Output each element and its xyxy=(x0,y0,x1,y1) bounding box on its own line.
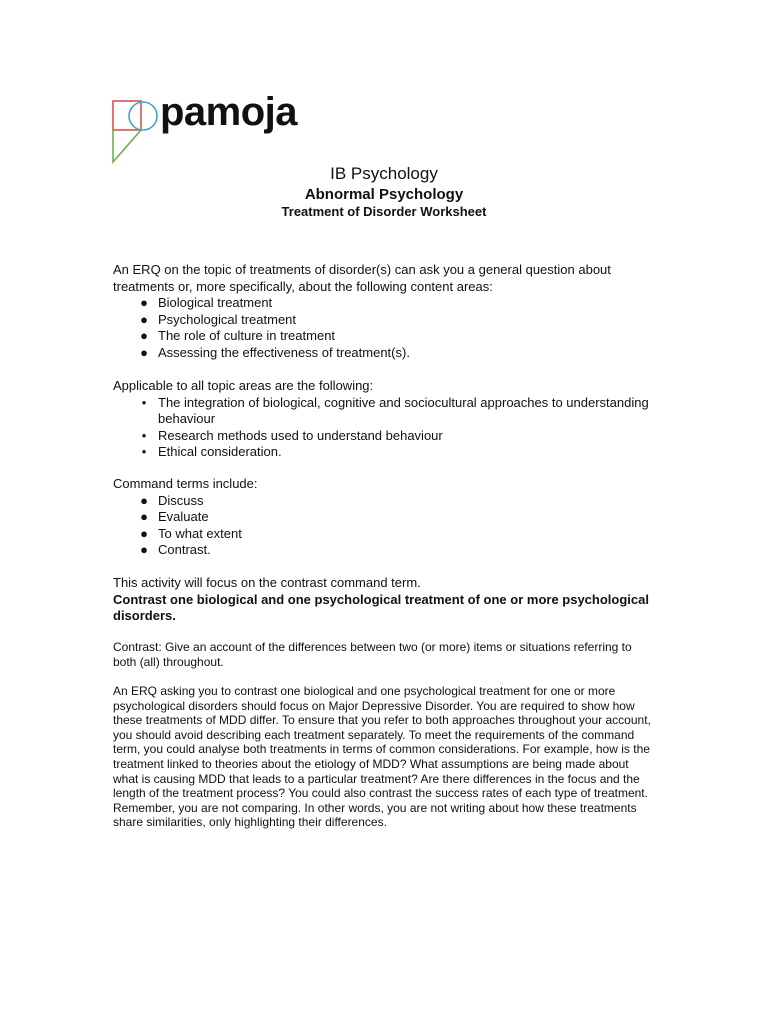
command-terms-list xyxy=(113,493,653,559)
command-text: Command terms include: xyxy=(113,476,258,491)
bullet-icon xyxy=(137,526,151,543)
bullet-icon xyxy=(137,295,151,312)
logo-wordmark: pamoja xyxy=(160,90,298,134)
applicable-section xyxy=(113,378,653,461)
subject-title: IB Psychology xyxy=(330,164,438,183)
bullet-icon xyxy=(137,312,151,329)
essay-question: Contrast one biological and one psychological treatment of one or more psychological disorders. xyxy=(113,591,649,623)
bullet-icon xyxy=(137,542,151,559)
list-item: • Research methods used to understand behaviour xyxy=(113,428,653,445)
list-item: ● The role of culture in treatment xyxy=(113,328,653,345)
list-item: ● Psychological treatment xyxy=(113,312,653,329)
pamoja-logo xyxy=(112,90,322,168)
bullet-icon xyxy=(137,395,151,412)
activity-section xyxy=(113,575,653,625)
bullet-icon xyxy=(137,428,151,445)
content-areas-list xyxy=(113,295,653,361)
list-item: ● Discuss xyxy=(113,493,653,510)
bullet-icon xyxy=(137,444,151,461)
bullet-icon xyxy=(137,493,151,510)
contrast-definition: Contrast: Give an account of the differences between two (or more) items or situations referring to both (all) throughout. xyxy=(113,640,632,669)
list-item: • Ethical consideration. xyxy=(113,444,653,461)
activity-text: This activity will focus on the contrast command term. xyxy=(113,575,421,590)
intro-section xyxy=(113,262,653,361)
bullet-icon xyxy=(137,345,151,362)
applicable-text: Applicable to all topic areas are the following: xyxy=(113,378,374,393)
command-section xyxy=(113,476,653,559)
list-item: ● Assessing the effectiveness of treatment(s). xyxy=(113,345,653,362)
list-item: ● Biological treatment xyxy=(113,295,653,312)
worksheet-title: Treatment of Disorder Worksheet xyxy=(281,204,487,219)
list-item: • The integration of biological, cognitive and sociocultural approaches to understanding behaviour xyxy=(113,395,653,428)
bullet-icon xyxy=(137,328,151,345)
list-item: ● Evaluate xyxy=(113,509,653,526)
list-item: ● Contrast. xyxy=(113,542,653,559)
intro-text: An ERQ on the topic of treatments of disorder(s) can ask you a general question about treatments or, more specifically, about the following content areas: xyxy=(113,262,611,294)
guidance-paragraph: An ERQ asking you to contrast one biological and one psychological treatment for one or more psychological disorders should focus on Major Depressive Disorder. You are required to show how these treatments of MDD differ. To ensure that you refer to both approaches throughout your account, you should avoid describing each treatment separately. To meet the requirements of the command term, you could analyse both treatments in terms of common considerations. For example, how is the treatment linked to theories about the etiology of MDD? What assumptions are being made about what is causing MDD that leads to a particular treatment? Are there differences in the focus and the length of the treatment process? You could also contrast the success rates of each type of treatment. Remember, you are not comparing. In other words, you are not writing about how these treatments share similarities, only highlighting their differences. xyxy=(113,684,651,830)
unit-title: Abnormal Psychology xyxy=(304,186,464,203)
list-item: ● To what extent xyxy=(113,526,653,543)
bullet-icon xyxy=(137,509,151,526)
applicable-list xyxy=(113,395,653,461)
pamoja-logo-icon xyxy=(112,98,162,168)
